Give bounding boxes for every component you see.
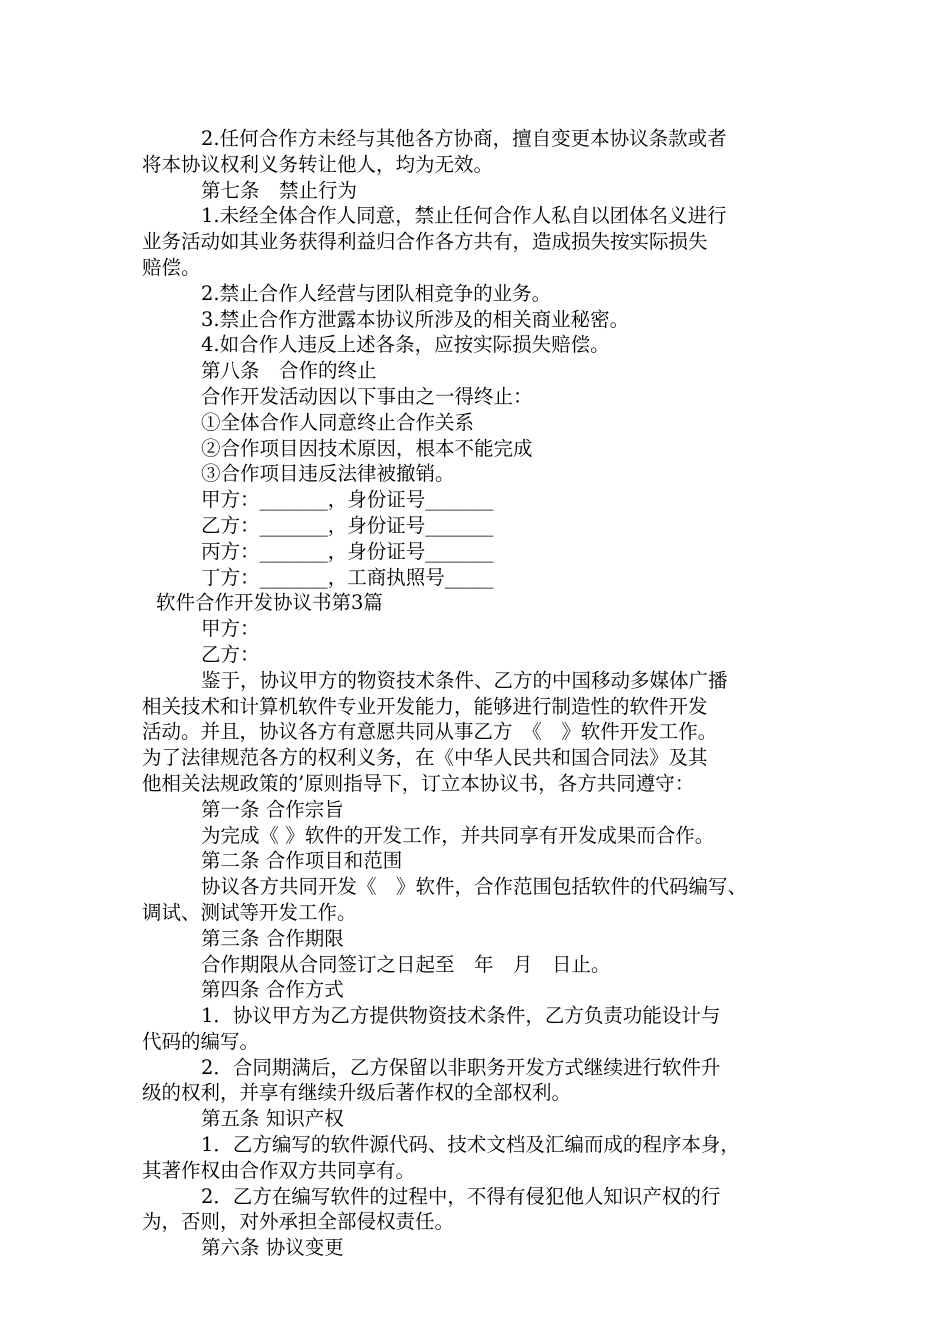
text-line: 1．乙方编写的软件源代码、技术文档及汇编而成的程序本身， — [201, 1133, 740, 1157]
text-line: 他相关法规政策的’原则指导下，订立本协议书，各方共同遵守： — [142, 771, 695, 795]
text-line: ①全体合作人同意终止合作关系 — [201, 410, 475, 434]
text-line: 第七条 禁止行为 — [201, 178, 358, 202]
text-line: 为完成《 》软件的开发工作，并共同享有开发成果而合作。 — [201, 823, 715, 847]
text-line: 协议各方共同开发《 》软件，合作范围包括软件的代码编写、 — [201, 875, 748, 899]
text-line: 其著作权由合作双方共同享有。 — [142, 1158, 416, 1182]
text-line: 级的权利，并享有继续升级后著作权的全部权利。 — [142, 1081, 572, 1105]
text-line: 合作开发活动因以下事由之一得终止： — [201, 384, 533, 408]
text-line: 2.任何合作方未经与其他各方协商，擅自变更本协议条款或者 — [201, 127, 727, 150]
text-line: 4.如合作人违反上述各条，应按实际损失赔偿。 — [201, 333, 610, 357]
text-line: 甲方： — [201, 617, 260, 641]
text-line: 合作期限从合同签订之日起至 年 月 日止。 — [201, 952, 611, 976]
text-line: 第六条 协议变更 — [201, 1236, 344, 1260]
text-line: 第八条 合作的终止 — [201, 359, 377, 383]
text-line: 第五条 知识产权 — [201, 1107, 344, 1131]
text-line: 乙方： — [201, 642, 260, 666]
text-line: 甲方：_______，身份证号_______ — [201, 488, 494, 512]
text-line: 鉴于，协议甲方的物资技术条件、乙方的中国移动多媒体广播 — [201, 668, 728, 692]
text-line: 活动。并且，协议各方有意愿共同从事乙方 《 》软件开发工作。 — [142, 720, 718, 744]
text-line: 2．乙方在编写软件的过程中，不得有侵犯他人知识产权的行 — [201, 1184, 721, 1208]
text-line: 业务活动如其业务获得利益归合作各方共有，造成损失按实际损失 — [142, 230, 708, 254]
text-line: 将本协议权利义务转让他人，均为无效。 — [142, 152, 494, 176]
text-line: 3.禁止合作方泄露本协议所涉及的相关商业秘密。 — [201, 307, 630, 331]
text-line: 乙方：_______，身份证号_______ — [201, 513, 494, 537]
text-line: 为，否则，对外承担全部侵权责任。 — [142, 1210, 455, 1234]
text-line: 第二条 合作项目和范围 — [201, 849, 403, 873]
text-line: 丙方：_______，身份证号_______ — [201, 539, 494, 563]
text-line: 赔偿。 — [142, 255, 201, 279]
text-line: ③合作项目违反法律被撤销。 — [201, 462, 455, 486]
text-line: 调试、测试等开发工作。 — [142, 900, 357, 924]
text-line: 2．合同期满后，乙方保留以非职务开发方式继续进行软件升 — [201, 1055, 721, 1079]
text-line: 第一条 合作宗旨 — [201, 797, 344, 821]
text-line: 第三条 合作期限 — [201, 926, 344, 950]
text-line: 相关技术和计算机软件专业开发能力，能够进行制造性的软件开发 — [142, 694, 708, 718]
text-line: 第四条 合作方式 — [201, 978, 344, 1002]
text-line: 丁方：_______，工商执照号_____ — [201, 565, 494, 589]
text-line: 代码的编写。 — [142, 1029, 260, 1053]
document-body — [142, 126, 822, 1261]
text-line: 软件合作开发协议书第3篇 — [156, 591, 383, 615]
text-line: 1.未经全体合作人同意，禁止任何合作人私自以团体名义进行 — [201, 204, 727, 228]
text-line: 2.禁止合作人经营与团队相竞争的业务。 — [201, 281, 552, 305]
text-line: ②合作项目因技术原因，根本不能完成 — [201, 436, 533, 460]
text-line: 为了法律规范各方的权利义务，在《中华人民共和国合同法》及其 — [142, 746, 708, 770]
text-line: 1．协议甲方为乙方提供物资技术条件，乙方负责功能设计与 — [201, 1004, 721, 1028]
